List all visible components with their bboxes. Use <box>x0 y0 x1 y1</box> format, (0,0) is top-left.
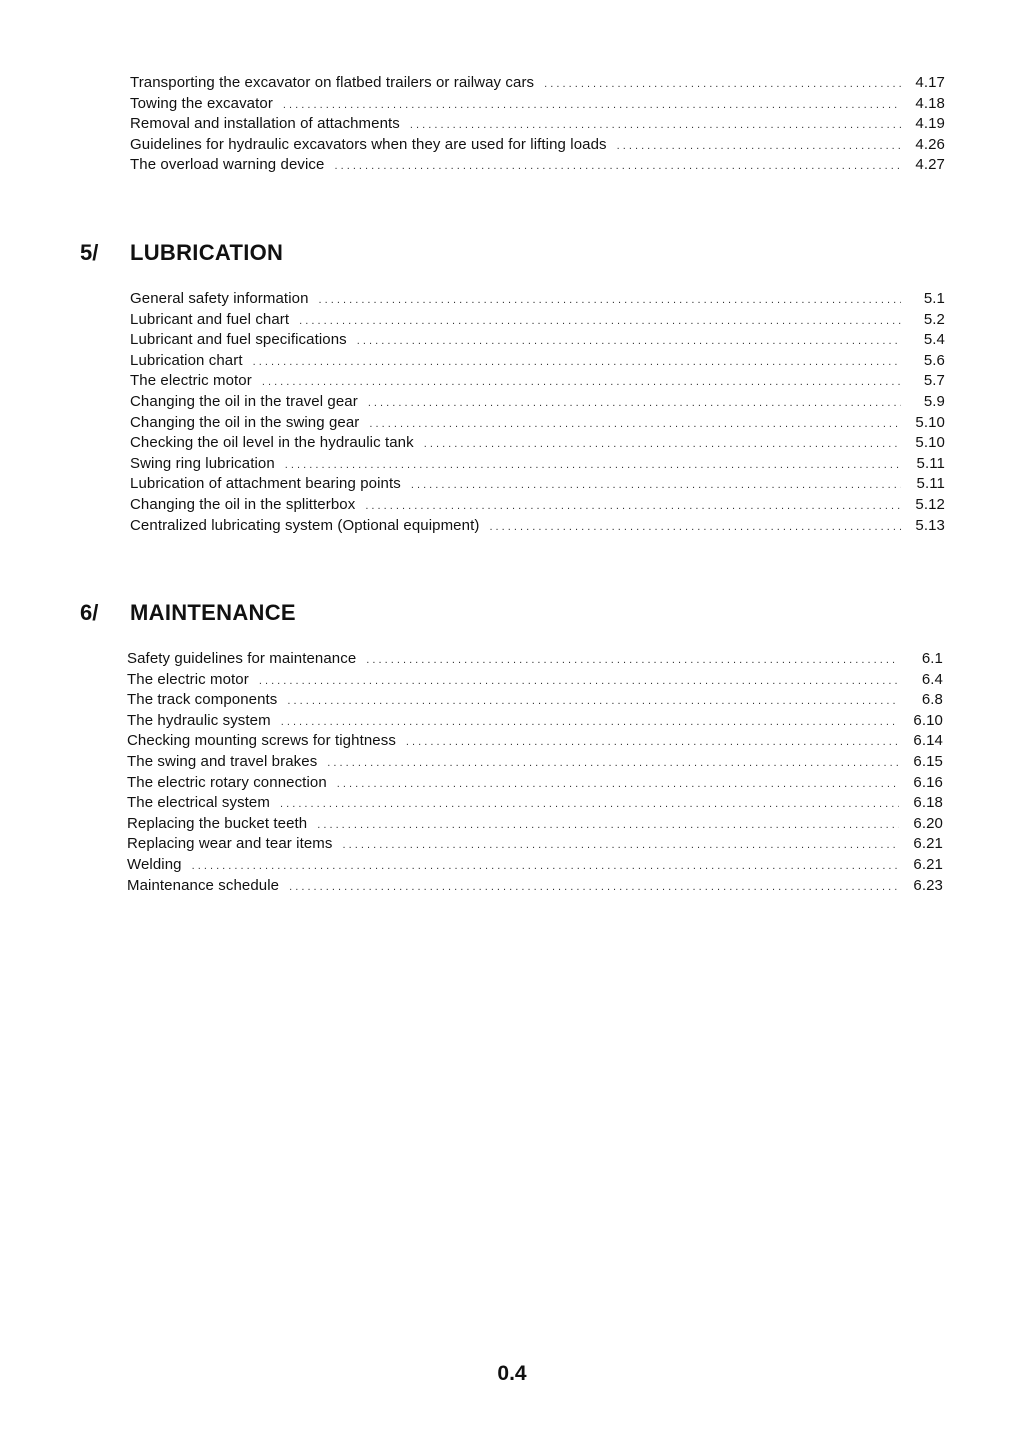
toc-leader <box>289 877 899 898</box>
toc-entry-page: 4.27 <box>915 156 945 174</box>
toc-entry-title: The track components <box>127 691 278 709</box>
toc-leader <box>544 74 901 95</box>
toc-entry-page: 5.11 <box>916 475 945 493</box>
toc-entry[interactable] <box>130 135 945 156</box>
toc-entry[interactable] <box>127 814 943 835</box>
toc-entry-page: 5.10 <box>915 434 945 452</box>
toc-entry[interactable] <box>130 94 945 115</box>
toc-leader <box>319 290 901 311</box>
toc-entry[interactable] <box>130 516 945 537</box>
toc-entry-page: 6.23 <box>913 876 943 894</box>
toc-entry[interactable] <box>127 876 943 897</box>
toc-entry-title: Lubricant and fuel specifications <box>130 331 347 349</box>
toc-entry[interactable] <box>130 310 945 331</box>
toc-entry-title: Lubricant and fuel chart <box>130 310 290 328</box>
toc-entry[interactable] <box>130 73 945 94</box>
toc-leader <box>259 671 899 692</box>
toc-entry-title: The hydraulic system <box>127 711 271 729</box>
toc-entry-page: 6.18 <box>913 794 943 812</box>
toc-entry[interactable] <box>130 433 945 454</box>
toc-leader <box>489 517 901 538</box>
toc-entry[interactable] <box>130 371 945 392</box>
toc-leader <box>357 331 901 352</box>
toc-entry-title: The overload warning device <box>130 156 325 174</box>
toc-entry-title: Maintenance schedule <box>127 876 280 894</box>
toc-entry[interactable] <box>127 711 943 732</box>
toc-leader <box>299 311 901 332</box>
toc-entry-page: 6.1 <box>921 650 943 667</box>
toc-entry[interactable] <box>127 793 943 814</box>
toc-leader <box>285 455 901 476</box>
toc-entry-page: 5.13 <box>915 516 945 534</box>
toc-entry-title: The electrical system <box>127 794 270 812</box>
section-heading-maintenance <box>0 600 1024 630</box>
toc-entry-title: Swing ring lubrication <box>130 454 275 472</box>
toc-entry-page: 5.9 <box>923 392 945 410</box>
toc-entry-page: 5.7 <box>923 372 945 390</box>
toc-list-maintenance <box>127 649 943 896</box>
toc-entry[interactable] <box>130 413 945 434</box>
toc-entry[interactable] <box>127 834 943 855</box>
toc-entry[interactable] <box>130 474 945 495</box>
toc-entry-page: 5.4 <box>923 331 945 349</box>
toc-leader <box>366 650 899 671</box>
toc-entry[interactable] <box>130 330 945 351</box>
page-number: 0.4 <box>497 1362 527 1385</box>
toc-entry-page: 4.26 <box>915 135 945 153</box>
toc-entry[interactable] <box>130 351 945 372</box>
section-title: MAINTENANCE <box>130 600 296 625</box>
toc-entry-page: 4.18 <box>915 94 945 112</box>
toc-leader <box>406 732 899 753</box>
toc-entry-page: 6.15 <box>913 752 943 770</box>
toc-leader <box>317 815 899 836</box>
toc-leader <box>334 156 901 177</box>
toc-leader <box>343 835 899 856</box>
toc-entry-title: Checking mounting screws for tightness <box>127 732 396 750</box>
toc-entry[interactable] <box>130 155 945 176</box>
toc-entry-page: 6.4 <box>921 670 943 688</box>
toc-entry-page: 5.6 <box>923 351 945 369</box>
toc-entry-title: Guidelines for hydraulic excavators when they are used for lifting loads <box>130 135 607 153</box>
toc-entry-page: 6.20 <box>913 814 943 832</box>
toc-entry-page: 5.12 <box>915 495 945 513</box>
toc-entry[interactable] <box>127 670 943 691</box>
toc-entry-title: Safety guidelines for maintenance <box>127 650 357 667</box>
toc-entry[interactable] <box>127 649 943 670</box>
toc-entry-page: 6.10 <box>913 711 943 729</box>
section-heading-lubrication <box>0 240 1024 270</box>
toc-entry-page: 4.17 <box>915 74 945 91</box>
toc-leader <box>424 434 901 455</box>
toc-entry-page: 6.21 <box>913 855 943 873</box>
toc-leader <box>327 753 899 774</box>
toc-entry[interactable] <box>130 392 945 413</box>
toc-entry-title: Changing the oil in the travel gear <box>130 392 358 410</box>
toc-entry[interactable] <box>127 773 943 794</box>
toc-entry[interactable] <box>130 495 945 516</box>
toc-leader <box>410 115 901 136</box>
toc-entry-title: The electric rotary connection <box>127 773 327 791</box>
toc-entry-page: 6.8 <box>921 691 943 709</box>
toc-entry-title: Checking the oil level in the hydraulic tank <box>130 434 414 452</box>
toc-continued-list <box>130 73 945 176</box>
toc-leader <box>411 475 901 496</box>
section-number: 6/ <box>80 600 99 625</box>
toc-list-lubrication <box>130 289 945 536</box>
toc-leader <box>617 136 901 157</box>
toc-entry-title: Welding <box>127 855 182 873</box>
toc-entry-title: Replacing the bucket teeth <box>127 814 308 832</box>
toc-entry-page: 6.16 <box>913 773 943 791</box>
toc-entry-page: 5.1 <box>923 290 945 307</box>
toc-leader <box>253 352 901 373</box>
toc-entry-page: 6.14 <box>913 732 943 750</box>
section-title: LUBRICATION <box>130 240 284 265</box>
toc-entry[interactable] <box>127 752 943 773</box>
section-number: 5/ <box>80 240 99 265</box>
toc-entry[interactable] <box>130 114 945 135</box>
toc-leader <box>365 496 901 517</box>
toc-entry-page: 5.10 <box>915 413 945 431</box>
toc-entry-title: Changing the oil in the swing gear <box>130 413 360 431</box>
toc-entry[interactable] <box>127 731 943 752</box>
toc-entry-title: Replacing wear and tear items <box>127 835 333 853</box>
toc-entry[interactable] <box>130 454 945 475</box>
toc-leader <box>287 691 899 712</box>
toc-leader <box>368 393 901 414</box>
toc-leader <box>369 414 901 435</box>
toc-entry-title: The swing and travel brakes <box>127 752 318 770</box>
toc-leader <box>283 95 901 116</box>
toc-entry[interactable] <box>127 690 943 711</box>
toc-entry-page: 5.11 <box>916 454 945 472</box>
toc-leader <box>280 794 899 815</box>
toc-entry[interactable] <box>127 855 943 876</box>
toc-entry-page: 4.19 <box>915 115 945 133</box>
toc-leader <box>192 856 899 877</box>
toc-entry-page: 5.2 <box>923 310 945 328</box>
toc-leader <box>337 774 899 795</box>
toc-entry-title: General safety information <box>130 290 309 307</box>
toc-entry-title: Centralized lubricating system (Optional equipment) <box>130 516 480 534</box>
toc-entry-title: Changing the oil in the splitterbox <box>130 495 356 513</box>
toc-leader <box>262 372 901 393</box>
toc-entry[interactable] <box>130 289 945 310</box>
toc-entry-title: Transporting the excavator on flatbed trailers or railway cars <box>130 74 535 91</box>
toc-entry-title: The electric motor <box>127 670 249 688</box>
toc-entry-title: Lubrication chart <box>130 351 243 369</box>
toc-leader <box>281 712 899 733</box>
toc-entry-title: Lubrication of attachment bearing points <box>130 475 401 493</box>
toc-entry-title: The electric motor <box>130 372 252 390</box>
toc-entry-title: Towing the excavator <box>130 94 273 112</box>
toc-entry-page: 6.21 <box>913 835 943 853</box>
toc-entry-title: Removal and installation of attachments <box>130 115 400 133</box>
